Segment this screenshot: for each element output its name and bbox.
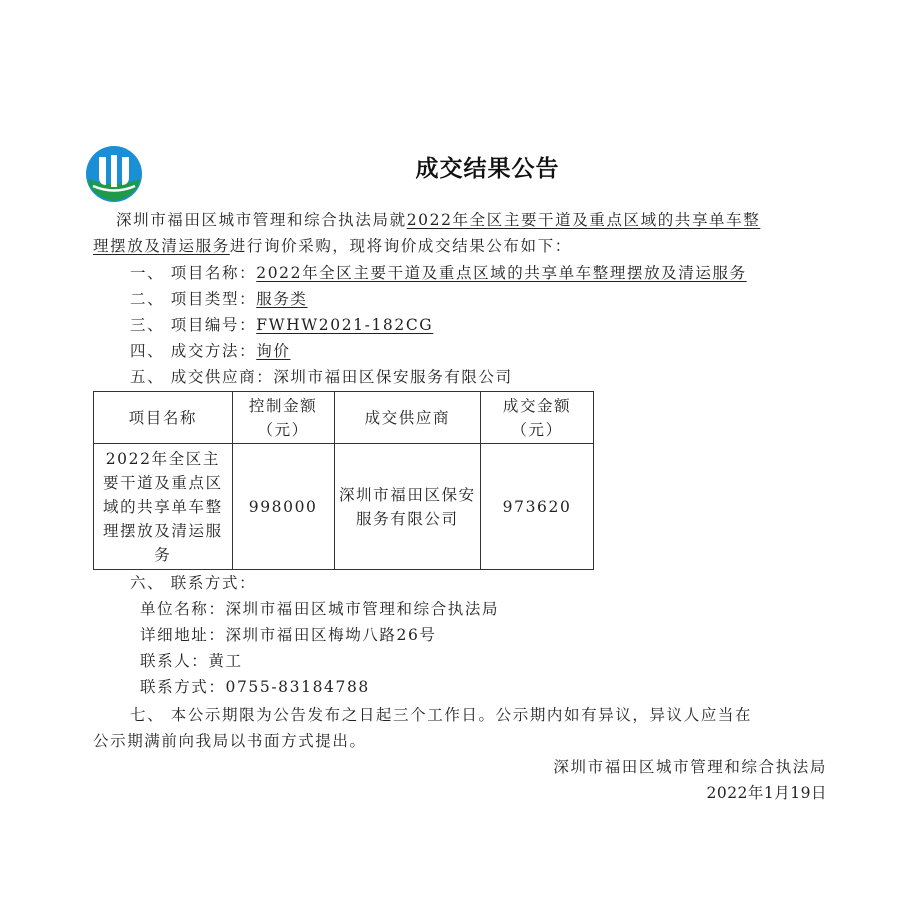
issue-date: 2022年1月19日 <box>706 784 827 802</box>
signature: 深圳市福田区城市管理和综合执法局 <box>553 758 827 776</box>
item-project-type <box>130 289 308 309</box>
header-project-name: 项目名称 <box>94 392 233 444</box>
contact-phone: 联系方式：0755-83184788 <box>140 678 370 696</box>
intro-line-2 <box>93 236 572 256</box>
intro-suffix: 进行询价采购，现将询价成交结果公布如下： <box>229 237 572 255</box>
item-label: 三、 项目编号： <box>130 316 257 334</box>
item-value: 深圳市福田区保安服务有限公司 <box>273 368 513 386</box>
item-supplier <box>130 367 513 387</box>
header-control-amount: 控制金额（元） <box>232 392 334 444</box>
item-value: 服务类 <box>256 290 308 308</box>
cell-deal-amount: 973620 <box>481 444 594 570</box>
notice-line-2: 公示期满前向我局以书面方式提出。 <box>93 732 367 750</box>
item-deal-method <box>130 341 290 361</box>
item-label: 五、 成交供应商： <box>130 368 274 386</box>
item-label: 二、 项目类型： <box>130 290 257 308</box>
cell-control-amount: 998000 <box>232 444 334 570</box>
item-value: FWHW2021-182CG <box>256 316 434 334</box>
notice-line-1: 七、 本公示期限为公告发布之日起三个工作日。公示期内如有异议，异议人应当在 <box>130 706 753 724</box>
intro-project-name-b: 理摆放及清运服务 <box>93 237 230 255</box>
cell-project-name: 2022年全区主要干道及重点区域的共享单车整理摆放及清运服务 <box>94 444 233 570</box>
intro-prefix: 深圳市福田区城市管理和综合执法局就 <box>116 211 407 229</box>
cell-supplier: 深圳市福田区保安服务有限公司 <box>334 444 481 570</box>
header-deal-amount: 成交金额（元） <box>481 392 594 444</box>
item-value: 2022年全区主要干道及重点区域的共享单车整理摆放及清运服务 <box>256 264 747 282</box>
item-value: 询价 <box>256 342 291 360</box>
contact-unit: 单位名称：深圳市福田区城市管理和综合执法局 <box>140 600 500 618</box>
header-supplier: 成交供应商 <box>334 392 481 444</box>
item-project-name <box>130 263 747 283</box>
item-project-code <box>130 315 433 335</box>
table-row <box>94 444 594 570</box>
intro-line-1 <box>116 210 760 230</box>
result-table <box>93 391 594 570</box>
intro-project-name-a: 2022年全区主要干道及重点区域的共享单车整 <box>406 211 761 229</box>
contact-address: 详细地址：深圳市福田区梅坳八路26号 <box>140 626 437 644</box>
item-label: 一、 项目名称： <box>130 264 257 282</box>
item-label: 四、 成交方法： <box>130 342 257 360</box>
contact-person: 联系人：黄工 <box>140 652 243 670</box>
page-title: 成交结果公告 <box>415 156 560 182</box>
table-header-row <box>94 392 594 444</box>
contact-heading: 六、 联系方式： <box>130 574 257 592</box>
